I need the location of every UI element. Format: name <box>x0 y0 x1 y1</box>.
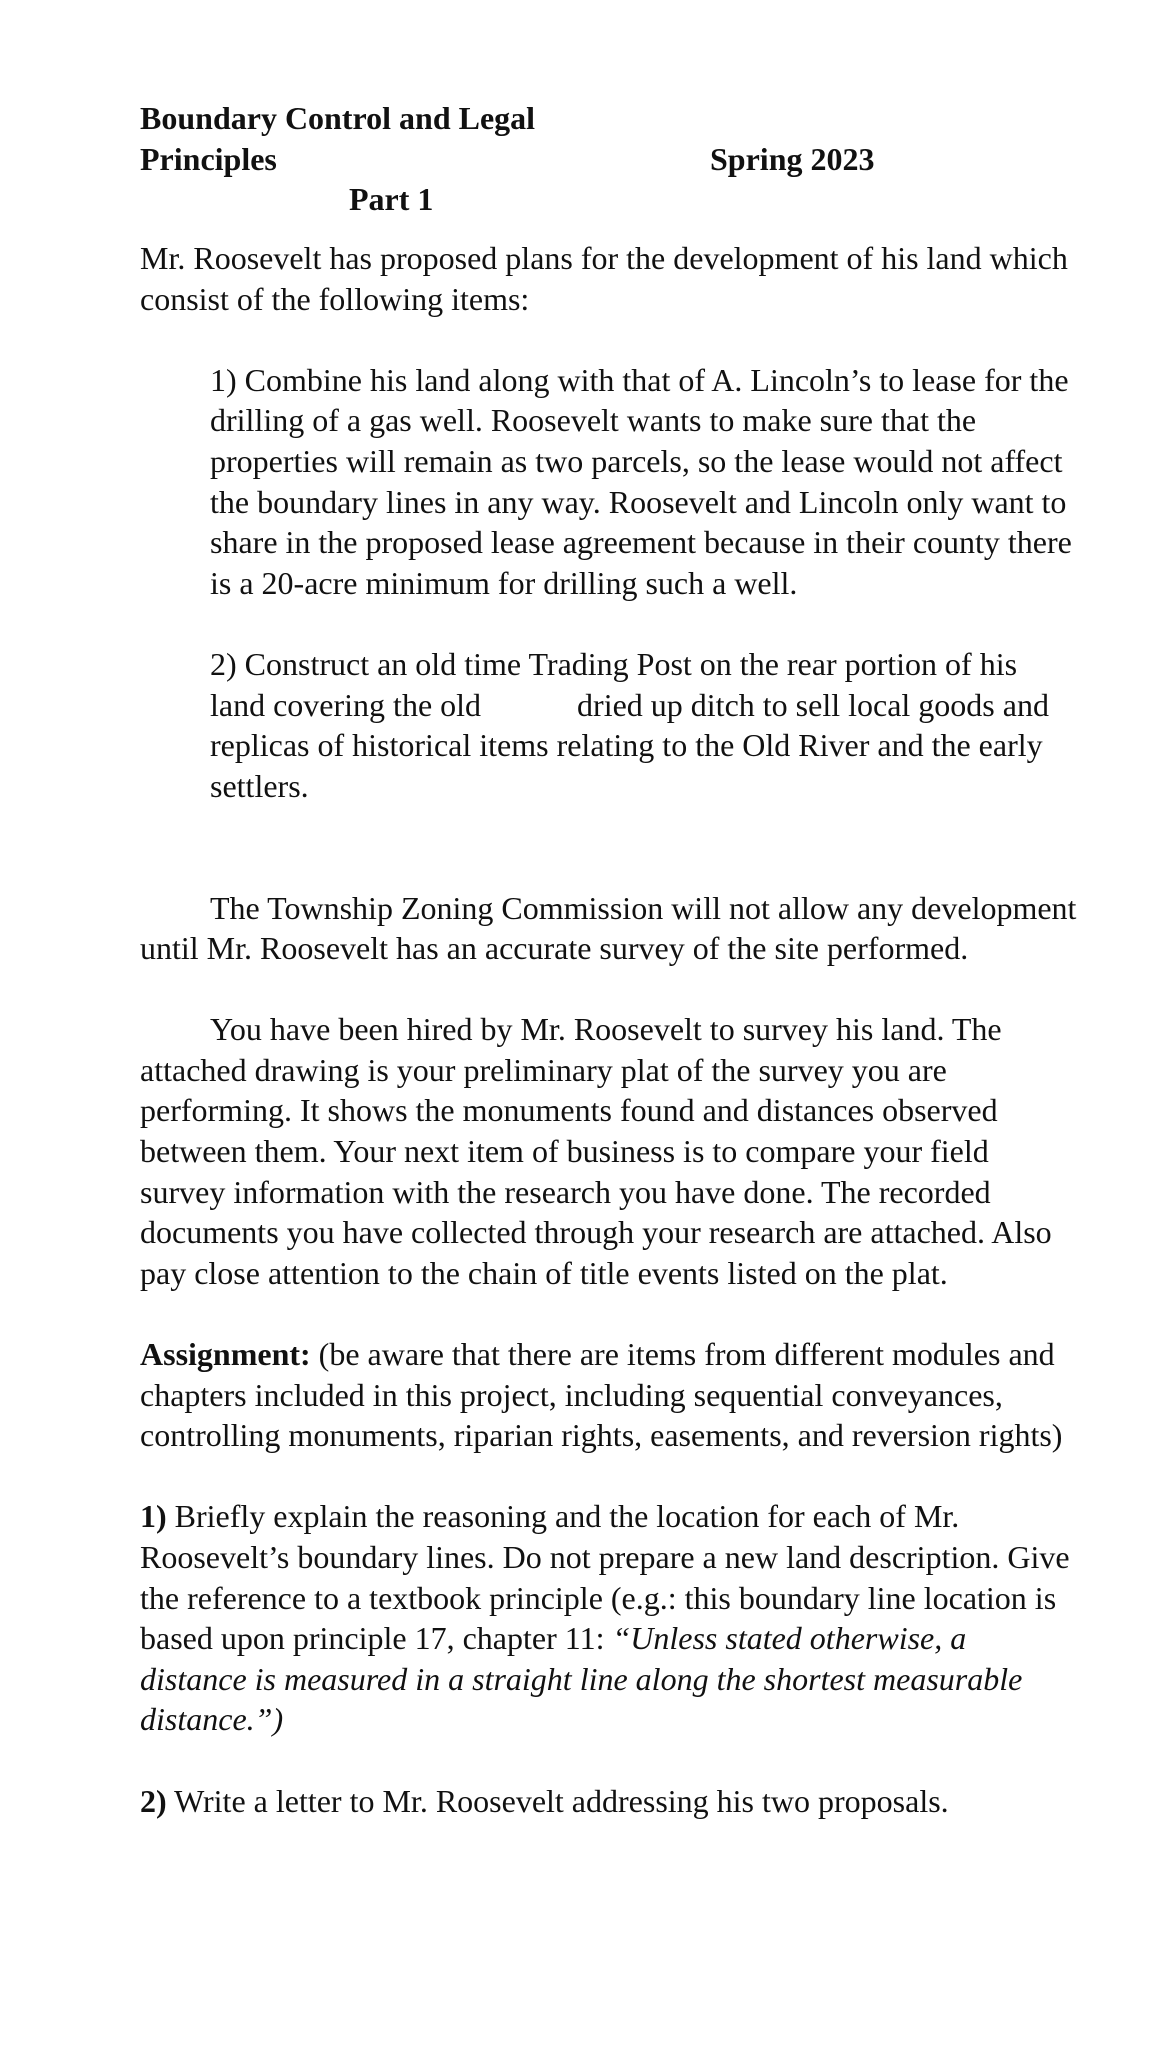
task-2-number: 2) <box>140 1782 167 1819</box>
course-title-line-2: Principles <box>140 140 277 177</box>
task-2 <box>140 1781 1080 1822</box>
proposal-item-2 <box>210 644 1080 806</box>
intro-paragraph: Mr. Roosevelt has proposed plans for the development of his land which consist of the following items: <box>140 240 1068 317</box>
hired-paragraph: You have been hired by Mr. Roosevelt to survey his land. The attached drawing is your preliminary plat of the survey you are performing. It shows the monuments found and distances observed between them. Your next item of business is to compare your field survey information with the research you have done. The recorded documents you have collected through your research are attached. Also pay close attention to the chain of title events listed on the plat. <box>140 1011 1052 1291</box>
assignment-paragraph <box>140 1334 1080 1456</box>
assignment-text: (be aware that there are items from different modules and chapters included in this project, including sequential conveyances, controlling monuments, riparian rights, easements, and reversion rights) <box>140 1336 1063 1454</box>
proposal-item-2-text-b: dried up ditch to sell local goods and replicas of historical items relating to the Old River and the early settlers. <box>210 686 1049 804</box>
semester-label: Spring 2023 <box>710 140 875 177</box>
task-1-text: Briefly explain the reasoning and the location for each of Mr. Roosevelt’s boundary lines. Do not prepare a new land description. Give the reference to a textbook principle (e.g.: this boundary line location is based upon principle 17, chapter 11: <box>140 1498 1070 1657</box>
course-title-line-1: Boundary Control and Legal <box>140 100 536 136</box>
part-label: Part 1 <box>349 181 434 218</box>
proposal-item-2-text-a: 2) Construct an old time Trading Post on the rear portion of his land covering the old <box>210 645 1018 723</box>
zoning-paragraph: The Township Zoning Commission will not allow any development until Mr. Roosevelt has an accurate survey of the site performed. <box>140 889 1077 967</box>
proposal-item-1: 1) Combine his land along with that of A. Lincoln’s to lease for the drilling of a gas well. Roosevelt wants to make sure that the properties will remain as two parcels, so the lease would not affect the boundary lines in any way. Roosevelt and Lincoln only want to share in the proposed lease agreement because in their county there is a 20-acre minimum for drilling such a well. <box>210 361 1072 601</box>
task-1 <box>140 1496 1080 1740</box>
document-page <box>140 98 1080 1821</box>
task-1-quote: “Unless stated otherwise, a distance is measured in a straight line along the shortest measurable distance.”) <box>140 1620 1023 1738</box>
task-2-text: Write a letter to Mr. Roosevelt addressing his two proposals. <box>166 1782 949 1819</box>
task-1-number: 1) <box>140 1498 167 1535</box>
proposal-list <box>210 360 1080 807</box>
assignment-label: Assignment: <box>140 1336 311 1373</box>
document-header <box>140 98 1080 222</box>
